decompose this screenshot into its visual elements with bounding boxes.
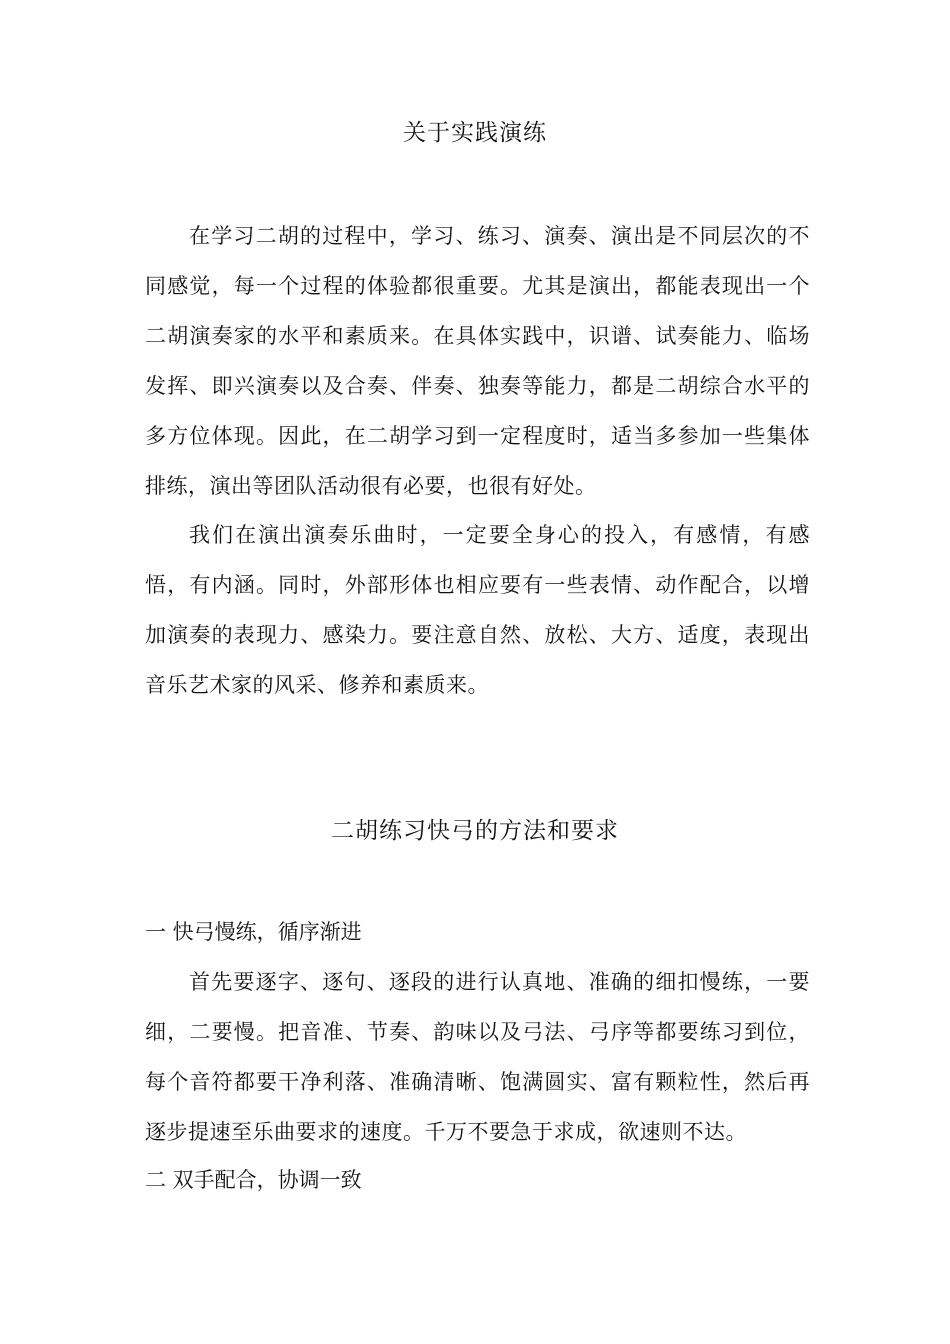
- section-title-practice: 关于实践演练: [403, 120, 547, 146]
- subheading-hand-coordination: 二 双手配合，协调一致: [145, 1168, 362, 1192]
- paragraph-practice-2: 我们在演出演奏乐曲时，一定要全身心的投入，有感情，有感悟，有内涵。同时，外部形体也相应要有一些表情、动作配合，以增加演奏的表现力、感染力。要注意自然、放松、大方、适度，表现出音乐艺术家的风采、修养和素质来。: [145, 523, 810, 697]
- subheading-slow-practice: 一 快弓慢练，循序渐进: [145, 920, 362, 944]
- paragraph-practice-1: 在学习二胡的过程中，学习、练习、演奏、演出是不同层次的不同感觉，每一个过程的体验都很重要。尤其是演出，都能表现出一个二胡演奏家的水平和素质来。在具体实践中，识谱、试奏能力、临场发挥、即兴演奏以及合奏、伴奏、独奏等能力，都是二胡综合水平的多方位体现。因此，在二胡学习到一定程度时，适当多参加一些集体排练，演出等团队活动很有必要，也很有好处。: [145, 224, 810, 498]
- section-title-fast-bow: 二胡练习快弓的方法和要求: [331, 818, 619, 844]
- paragraph-slow-practice: 首先要逐字、逐句、逐段的进行认真地、准确的细扣慢练，一要细，二要慢。把音准、节奏、韵味以及弓法、弓序等都要练习到位，每个音符都要干净利落、准确清晰、饱满圆实、富有颗粒性，然后再逐步提速至乐曲要求的速度。千万不要急于求成，欲速则不达。: [145, 970, 810, 1144]
